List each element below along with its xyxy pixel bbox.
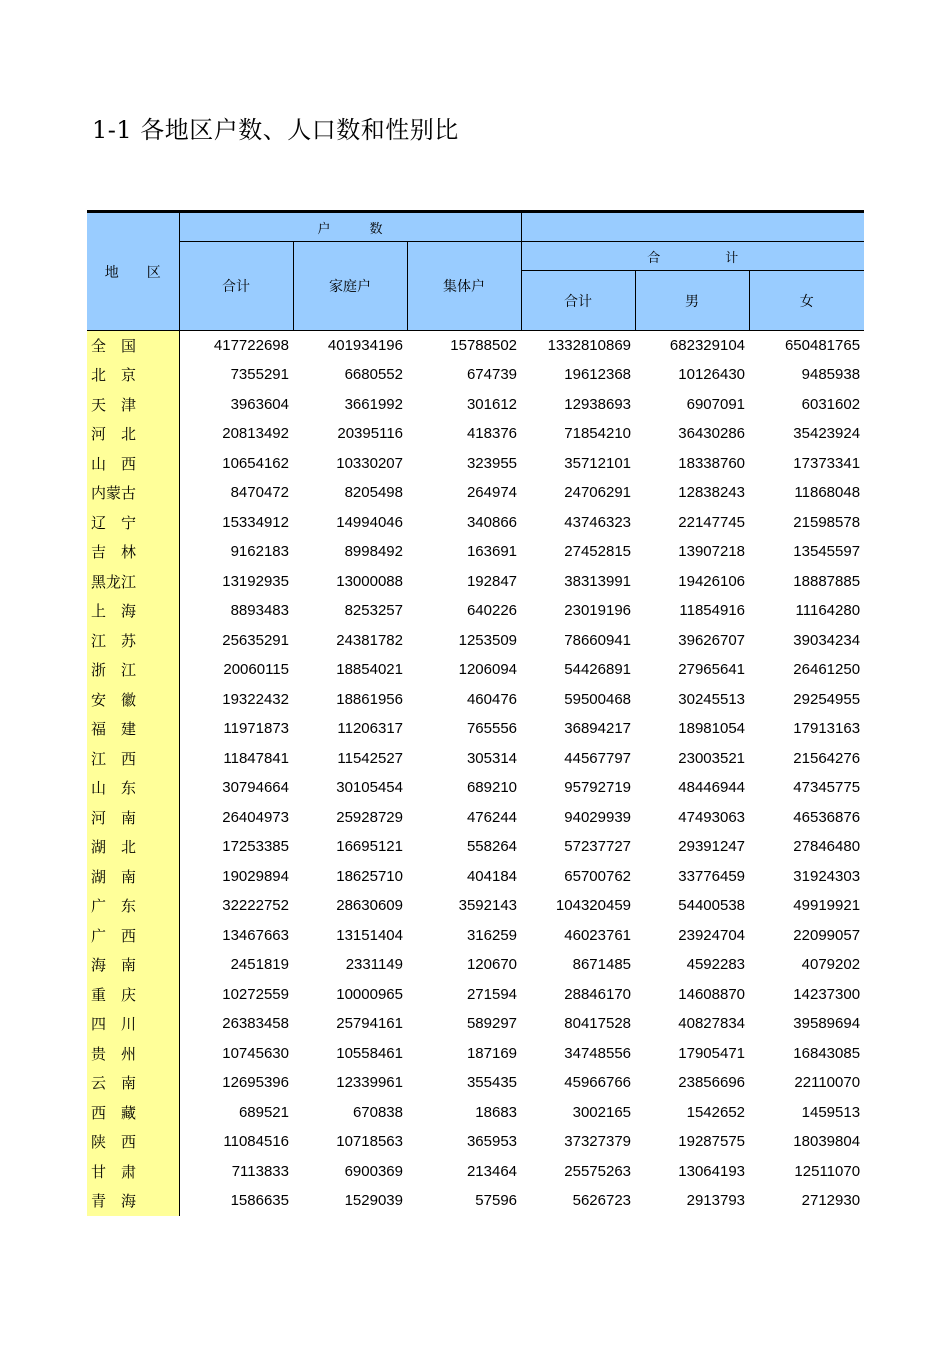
- value-cell-c2: 28630609: [336, 897, 403, 915]
- region-cell: 江 西: [87, 744, 179, 774]
- value-cell-c6: 9485938: [801, 366, 861, 384]
- table-row: [87, 803, 864, 833]
- value-cell-c2: 8253257: [344, 602, 403, 620]
- value-cell-c1: 7113833: [231, 1162, 289, 1180]
- table-row: [87, 449, 864, 479]
- region-cell: 贵 州: [87, 1039, 179, 1069]
- value-cell-c5: 13064193: [678, 1162, 746, 1180]
- table-row: [87, 980, 864, 1010]
- value-cell-c4: 44567797: [564, 749, 632, 767]
- table-row: [87, 655, 864, 685]
- table-row: [87, 832, 864, 862]
- table-row: [87, 773, 864, 803]
- value-cell-c6: 27846480: [793, 838, 861, 856]
- value-cell-c1: 3963604: [230, 395, 289, 413]
- value-cell-c1: 26404973: [222, 808, 289, 826]
- value-cell-c4: 38313991: [564, 572, 632, 590]
- value-cell-c2: 6680552: [344, 366, 403, 384]
- value-cell-c4: 35712101: [564, 454, 632, 472]
- table-row: [87, 478, 864, 508]
- value-cell-c1: 17253385: [222, 838, 289, 856]
- value-cell-c6: 39034234: [793, 631, 861, 649]
- value-cell-c4: 71854210: [564, 425, 632, 443]
- table-row: [87, 360, 864, 390]
- region-cell: 重 庆: [87, 980, 179, 1010]
- value-cell-c5: 682329104: [669, 337, 746, 354]
- value-cell-c1: 19322432: [222, 690, 289, 708]
- value-cell-c5: 23003521: [678, 749, 746, 767]
- value-cell-c3: 476244: [466, 808, 518, 826]
- table-row: [87, 921, 864, 951]
- region-cell: 黑龙江: [87, 567, 179, 597]
- value-cell-c6: 26461250: [793, 661, 861, 679]
- region-cell: 辽 宁: [87, 508, 179, 538]
- value-cell-c1: 20813492: [222, 425, 289, 443]
- value-cell-c3: 355435: [466, 1074, 518, 1092]
- value-cell-c5: 54400538: [678, 897, 746, 915]
- value-cell-c4: 94029939: [564, 808, 632, 826]
- value-cell-c6: 39589694: [793, 1015, 861, 1033]
- value-cell-c6: 17373341: [793, 454, 861, 472]
- value-cell-c1: 10654162: [222, 454, 289, 472]
- value-cell-c2: 13000088: [336, 572, 403, 590]
- value-cell-c1: 20060115: [223, 661, 289, 679]
- value-cell-c5: 11854916: [679, 602, 746, 620]
- header-pop-male: 男: [635, 271, 749, 331]
- table-row: [87, 685, 864, 715]
- value-cell-c1: 7355291: [230, 366, 289, 384]
- value-cell-c3: 460476: [466, 690, 518, 708]
- value-cell-c3: 689210: [466, 779, 518, 797]
- value-cell-c5: 13907218: [678, 543, 746, 561]
- value-cell-c3: 213464: [466, 1162, 518, 1180]
- table-row: [87, 537, 864, 567]
- value-cell-c3: 1253509: [458, 631, 518, 649]
- value-cell-c6: 650481765: [784, 337, 861, 354]
- value-cell-c4: 27452815: [564, 543, 632, 561]
- value-cell-c6: 46536876: [793, 808, 861, 826]
- value-cell-c6: 21598578: [793, 513, 861, 531]
- value-cell-c3: 404184: [466, 867, 518, 885]
- value-cell-c2: 11206317: [337, 720, 403, 738]
- table-row: [87, 1157, 864, 1187]
- value-cell-c4: 57237727: [564, 838, 632, 856]
- value-cell-c3: 264974: [466, 484, 518, 502]
- region-cell: 海 南: [87, 950, 179, 980]
- value-cell-c4: 80417528: [564, 1015, 632, 1033]
- region-cell: 西 藏: [87, 1098, 179, 1128]
- value-cell-c4: 8671485: [572, 956, 632, 974]
- value-cell-c4: 34748556: [564, 1044, 632, 1062]
- region-cell: 湖 北: [87, 832, 179, 862]
- region-cell: 安 徽: [87, 685, 179, 715]
- value-cell-c4: 45966766: [564, 1074, 632, 1092]
- value-cell-c3: 163691: [466, 543, 518, 561]
- value-cell-c2: 670838: [352, 1103, 403, 1121]
- value-cell-c5: 19287575: [678, 1133, 746, 1151]
- value-cell-c4: 43746323: [564, 513, 632, 531]
- value-cell-c3: 271594: [466, 985, 518, 1003]
- table-row: [87, 1009, 864, 1039]
- value-cell-c2: 13151404: [336, 926, 403, 944]
- value-cell-c6: 13545597: [793, 543, 861, 561]
- table-row: [87, 862, 864, 892]
- value-cell-c3: 674739: [466, 366, 518, 384]
- value-cell-c2: 8998492: [344, 543, 403, 561]
- value-cell-c5: 18338760: [678, 454, 746, 472]
- value-cell-c5: 2913793: [686, 1192, 746, 1210]
- value-cell-c1: 8470472: [230, 484, 289, 502]
- value-cell-c5: 14608870: [678, 985, 746, 1003]
- value-cell-c3: 187169: [466, 1044, 518, 1062]
- value-cell-c4: 25575263: [564, 1162, 632, 1180]
- value-cell-c6: 22110070: [794, 1074, 861, 1092]
- value-cell-c5: 47493063: [678, 808, 746, 826]
- value-cell-c3: 589297: [466, 1015, 518, 1033]
- value-cell-c4: 54426891: [564, 661, 632, 679]
- value-cell-c1: 15334912: [222, 513, 289, 531]
- value-cell-c5: 23924704: [678, 926, 746, 944]
- value-cell-c3: 365953: [466, 1133, 518, 1151]
- value-cell-c1: 11847841: [223, 749, 289, 767]
- value-cell-c2: 401934196: [327, 337, 403, 354]
- value-cell-c3: 340866: [466, 513, 518, 531]
- value-cell-c4: 5626723: [572, 1192, 632, 1210]
- value-cell-c1: 9162183: [230, 543, 289, 561]
- value-cell-c2: 20395116: [337, 425, 403, 443]
- table-row: [87, 567, 864, 597]
- value-cell-c1: 417722698: [213, 337, 289, 354]
- table-row: [87, 596, 864, 626]
- value-cell-c5: 17905471: [678, 1044, 746, 1062]
- region-cell: 甘 肃: [87, 1157, 179, 1187]
- value-cell-c5: 29391247: [678, 838, 746, 856]
- table-row: [87, 508, 864, 538]
- value-cell-c3: 558264: [466, 838, 518, 856]
- region-cell: 湖 南: [87, 862, 179, 892]
- value-cell-c5: 36430286: [678, 425, 746, 443]
- value-cell-c3: 1206094: [458, 661, 518, 679]
- table-row: [87, 331, 864, 361]
- region-cell: 上 海: [87, 596, 179, 626]
- value-cell-c6: 21564276: [793, 749, 861, 767]
- value-cell-c3: 15788502: [450, 337, 518, 354]
- value-cell-c6: 47345775: [793, 779, 861, 797]
- value-cell-c4: 23019196: [564, 602, 632, 620]
- value-cell-c4: 65700762: [564, 867, 632, 885]
- value-cell-c5: 12838243: [678, 484, 746, 502]
- value-cell-c6: 22099057: [793, 926, 861, 944]
- value-cell-c4: 28846170: [564, 985, 632, 1003]
- value-cell-c4: 19612368: [564, 366, 632, 384]
- value-cell-c6: 11868048: [794, 484, 861, 502]
- population-table: [87, 210, 864, 1216]
- region-cell: 天 津: [87, 390, 179, 420]
- value-cell-c3: 301612: [466, 395, 518, 413]
- value-cell-c1: 8893483: [230, 602, 289, 620]
- header-hh-family: 家庭户: [293, 242, 407, 331]
- table-row: [87, 744, 864, 774]
- value-cell-c1: 32222752: [222, 897, 289, 915]
- value-cell-c1: 689521: [238, 1103, 289, 1121]
- value-cell-c2: 2331149: [345, 956, 403, 974]
- region-cell: 河 南: [87, 803, 179, 833]
- value-cell-c2: 1529039: [344, 1192, 403, 1210]
- region-cell: 浙 江: [87, 655, 179, 685]
- value-cell-c5: 30245513: [678, 690, 746, 708]
- value-cell-c1: 25635291: [222, 631, 289, 649]
- header-hh-collective: 集体户: [407, 242, 521, 331]
- value-cell-c2: 11542527: [337, 749, 403, 767]
- region-cell: 山 东: [87, 773, 179, 803]
- value-cell-c2: 12339961: [336, 1074, 403, 1092]
- page-title: 1-1 各地区户数、人口数和性别比: [92, 116, 459, 144]
- value-cell-c4: 37327379: [564, 1133, 632, 1151]
- value-cell-c1: 1586635: [230, 1192, 289, 1210]
- value-cell-c1: 12695396: [222, 1074, 289, 1092]
- value-cell-c6: 16843085: [793, 1044, 861, 1062]
- value-cell-c2: 25794161: [336, 1015, 403, 1033]
- value-cell-c1: 11971873: [223, 720, 289, 738]
- value-cell-c5: 33776459: [678, 867, 746, 885]
- value-cell-c2: 24381782: [336, 631, 403, 649]
- value-cell-c5: 39626707: [678, 631, 746, 649]
- value-cell-c4: 12938693: [564, 395, 632, 413]
- value-cell-c1: 13192935: [222, 572, 289, 590]
- value-cell-c4: 104320459: [555, 897, 632, 915]
- table-row: [87, 714, 864, 744]
- value-cell-c6: 1459513: [801, 1103, 861, 1121]
- value-cell-c2: 16695121: [336, 838, 403, 856]
- value-cell-c2: 6900369: [344, 1162, 403, 1180]
- value-cell-c4: 78660941: [564, 631, 632, 649]
- value-cell-c3: 418376: [466, 425, 518, 443]
- value-cell-c5: 4592283: [686, 956, 746, 974]
- header-households: 户 数: [179, 212, 521, 242]
- value-cell-c3: 765556: [466, 720, 518, 738]
- value-cell-c6: 4079202: [801, 956, 861, 974]
- value-cell-c5: 18981054: [678, 720, 746, 738]
- value-cell-c4: 95792719: [564, 779, 632, 797]
- region-cell: 内蒙古: [87, 478, 179, 508]
- value-cell-c1: 2451819: [230, 956, 289, 974]
- region-cell: 河 北: [87, 419, 179, 449]
- region-cell: 陕 西: [87, 1127, 179, 1157]
- value-cell-c6: 12511070: [794, 1162, 861, 1180]
- region-cell: 福 建: [87, 714, 179, 744]
- value-cell-c3: 120670: [466, 956, 518, 974]
- table-row: [87, 626, 864, 656]
- value-cell-c3: 192847: [466, 572, 518, 590]
- value-cell-c5: 19426106: [678, 572, 746, 590]
- region-cell: 云 南: [87, 1068, 179, 1098]
- table-row: [87, 390, 864, 420]
- value-cell-c3: 18683: [475, 1103, 518, 1121]
- value-cell-c2: 25928729: [336, 808, 403, 826]
- value-cell-c1: 10745630: [222, 1044, 289, 1062]
- header-pop-female: 女: [749, 271, 864, 331]
- value-cell-c1: 26383458: [222, 1015, 289, 1033]
- value-cell-c3: 323955: [466, 454, 518, 472]
- value-cell-c1: 11084516: [223, 1133, 289, 1151]
- header-population-group: [521, 212, 864, 242]
- value-cell-c2: 10330207: [336, 454, 403, 472]
- table-row: [87, 1068, 864, 1098]
- table-row: [87, 1039, 864, 1069]
- value-cell-c4: 46023761: [564, 926, 632, 944]
- table-row: [87, 950, 864, 980]
- value-cell-c3: 305314: [466, 749, 518, 767]
- value-cell-c5: 48446944: [678, 779, 746, 797]
- table-row: [87, 1098, 864, 1128]
- value-cell-c5: 22147745: [678, 513, 746, 531]
- value-cell-c1: 30794664: [222, 779, 289, 797]
- value-cell-c3: 640226: [466, 602, 518, 620]
- value-cell-c2: 30105454: [336, 779, 403, 797]
- value-cell-c4: 59500468: [564, 690, 632, 708]
- value-cell-c3: 3592143: [458, 897, 518, 915]
- table-row: [87, 1186, 864, 1216]
- table-body: [87, 331, 864, 1216]
- value-cell-c1: 19029894: [222, 867, 289, 885]
- value-cell-c6: 6031602: [801, 395, 861, 413]
- value-cell-c6: 49919921: [793, 897, 861, 915]
- value-cell-c4: 3002165: [572, 1103, 632, 1121]
- value-cell-c2: 10000965: [336, 985, 403, 1003]
- value-cell-c6: 2712930: [801, 1192, 861, 1210]
- table-row: [87, 419, 864, 449]
- value-cell-c3: 316259: [466, 926, 518, 944]
- region-cell: 四 川: [87, 1009, 179, 1039]
- value-cell-c2: 8205498: [344, 484, 403, 502]
- region-cell: 北 京: [87, 360, 179, 390]
- region-cell: 吉 林: [87, 537, 179, 567]
- header-hh-total: 合计: [179, 242, 293, 331]
- value-cell-c2: 18854021: [336, 661, 403, 679]
- region-cell: 江 苏: [87, 626, 179, 656]
- value-cell-c6: 31924303: [793, 867, 861, 885]
- value-cell-c5: 27965641: [678, 661, 746, 679]
- table-row: [87, 1127, 864, 1157]
- value-cell-c5: 40827834: [678, 1015, 746, 1033]
- region-cell: 广 东: [87, 891, 179, 921]
- value-cell-c4: 24706291: [564, 484, 632, 502]
- region-cell: 青 海: [87, 1186, 179, 1216]
- value-cell-c2: 10558461: [336, 1044, 403, 1062]
- value-cell-c6: 14237300: [793, 985, 861, 1003]
- value-cell-c2: 18625710: [336, 867, 403, 885]
- value-cell-c5: 10126430: [678, 366, 746, 384]
- value-cell-c2: 3661992: [344, 395, 403, 413]
- value-cell-c6: 18887885: [793, 572, 861, 590]
- value-cell-c2: 14994046: [336, 513, 403, 531]
- header-region: 地 区: [87, 212, 179, 331]
- header-pop-total: 合计: [521, 271, 635, 331]
- value-cell-c6: 11164280: [795, 602, 861, 620]
- value-cell-c3: 57596: [475, 1192, 518, 1210]
- value-cell-c2: 10718563: [336, 1133, 403, 1151]
- region-cell: 全 国: [87, 331, 179, 361]
- value-cell-c2: 18861956: [336, 690, 403, 708]
- region-cell: 山 西: [87, 449, 179, 479]
- value-cell-c6: 17913163: [793, 720, 861, 738]
- value-cell-c1: 13467663: [222, 926, 289, 944]
- table-row: [87, 891, 864, 921]
- value-cell-c1: 10272559: [222, 985, 289, 1003]
- value-cell-c4: 1332810869: [547, 337, 632, 354]
- value-cell-c6: 18039804: [793, 1133, 861, 1151]
- region-cell: 广 西: [87, 921, 179, 951]
- value-cell-c5: 23856696: [678, 1074, 746, 1092]
- value-cell-c6: 29254955: [793, 690, 861, 708]
- value-cell-c4: 36894217: [564, 720, 632, 738]
- header-pop-total-group: 合 计: [521, 242, 864, 271]
- value-cell-c5: 6907091: [686, 395, 746, 413]
- value-cell-c5: 1542652: [686, 1103, 746, 1121]
- value-cell-c6: 35423924: [793, 425, 861, 443]
